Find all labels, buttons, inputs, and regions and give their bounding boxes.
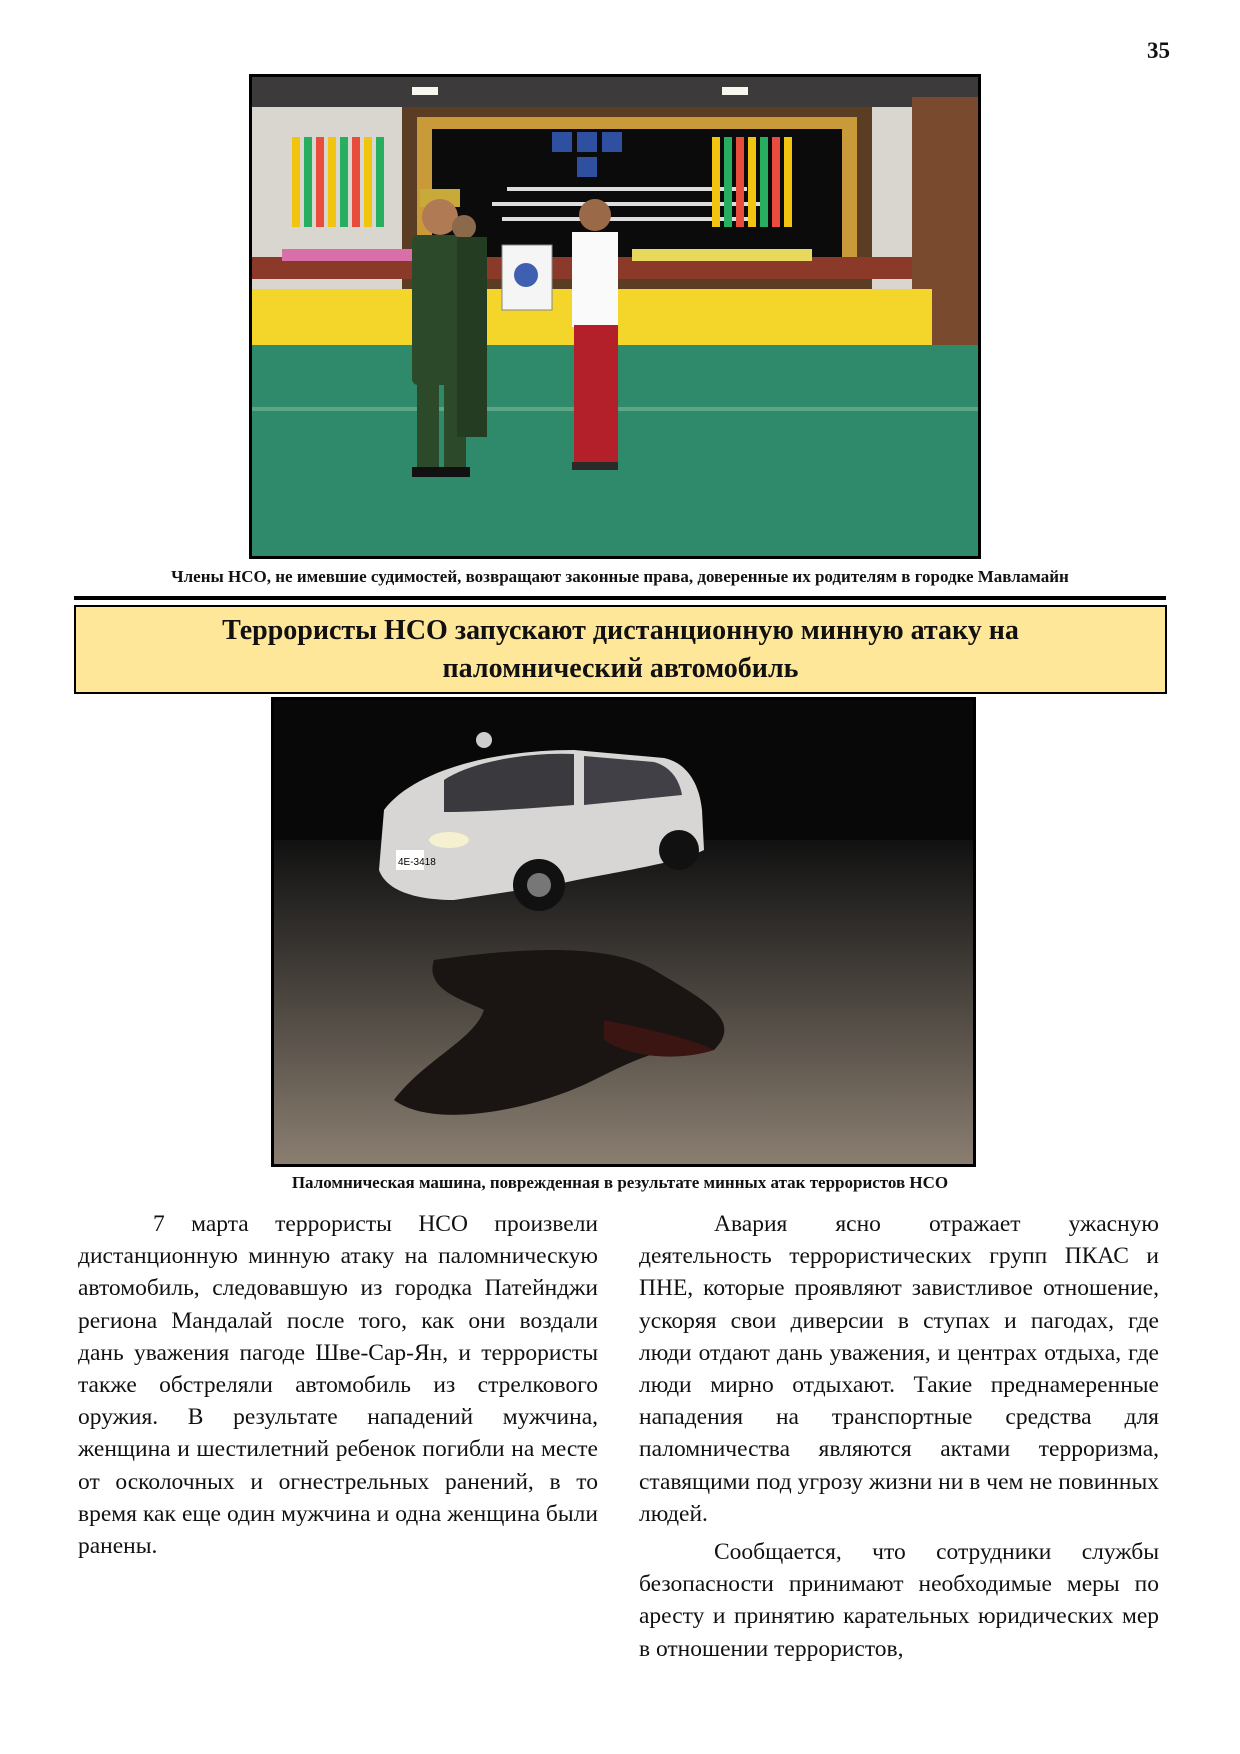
body-column-left xyxy=(78,1208,598,1568)
body-paragraph-3: Сообщается, что сотрудники службы безопасности принимают необходимые меры по аресту и принятию карательных юридических мер в отношении террористов, xyxy=(639,1539,1159,1662)
section-divider xyxy=(74,596,1166,600)
body-paragraph-1: 7 марта террористы НСО произвели дистанционную минную атаку на паломническую автомобиль, следовавшую из городка Патейнджи региона Мандалай после того, как они воздали дань уважения пагоде Шве-Сар-Ян, и террористы также обстреляли автомобиль из стрелкового оружия. В результате нападений мужчина, женщина и шестилетний ребенок погибли на месте от осколочных и огнестрельных ранений, в то время как еще один мужчина и одна женщина были ранены. xyxy=(78,1211,598,1560)
page-number: 35 xyxy=(1147,38,1170,63)
article-headline: Террористы НСО запускают дистанционную минную атаку на паломнический автомобиль xyxy=(222,614,1019,684)
ceremony-illustration xyxy=(252,77,978,556)
photo1-caption: Члены НСО, не имевшие судимостей, возвращают законные права, доверенные их родителям в городке Мавламайн xyxy=(171,567,1069,586)
damaged-car-photo xyxy=(271,697,976,1167)
body-paragraph-2: Авария ясно отражает ужасную деятельность террористических групп ПКАС и ПНЕ, которые проявляют завистливое отношение, ускоряя свои диверсии в ступах и пагодах, где люди отдают дань уважения, и центрах отдыха, где люди мирно отдыхают. Такие преднамеренные нападения на транспортные средства для паломничества являются актами терроризма, ставящими под угрозу жизни ни в чем не повинных людей. xyxy=(639,1211,1159,1527)
headline-box xyxy=(74,605,1167,694)
car-plate: 4E-3418 xyxy=(398,857,436,868)
ceremony-photo xyxy=(249,74,981,559)
photo2-caption: Паломническая машина, поврежденная в результате минных атак террористов НСО xyxy=(291,1173,949,1192)
damaged-car-illustration xyxy=(274,700,973,1164)
body-column-right xyxy=(639,1208,1159,1671)
